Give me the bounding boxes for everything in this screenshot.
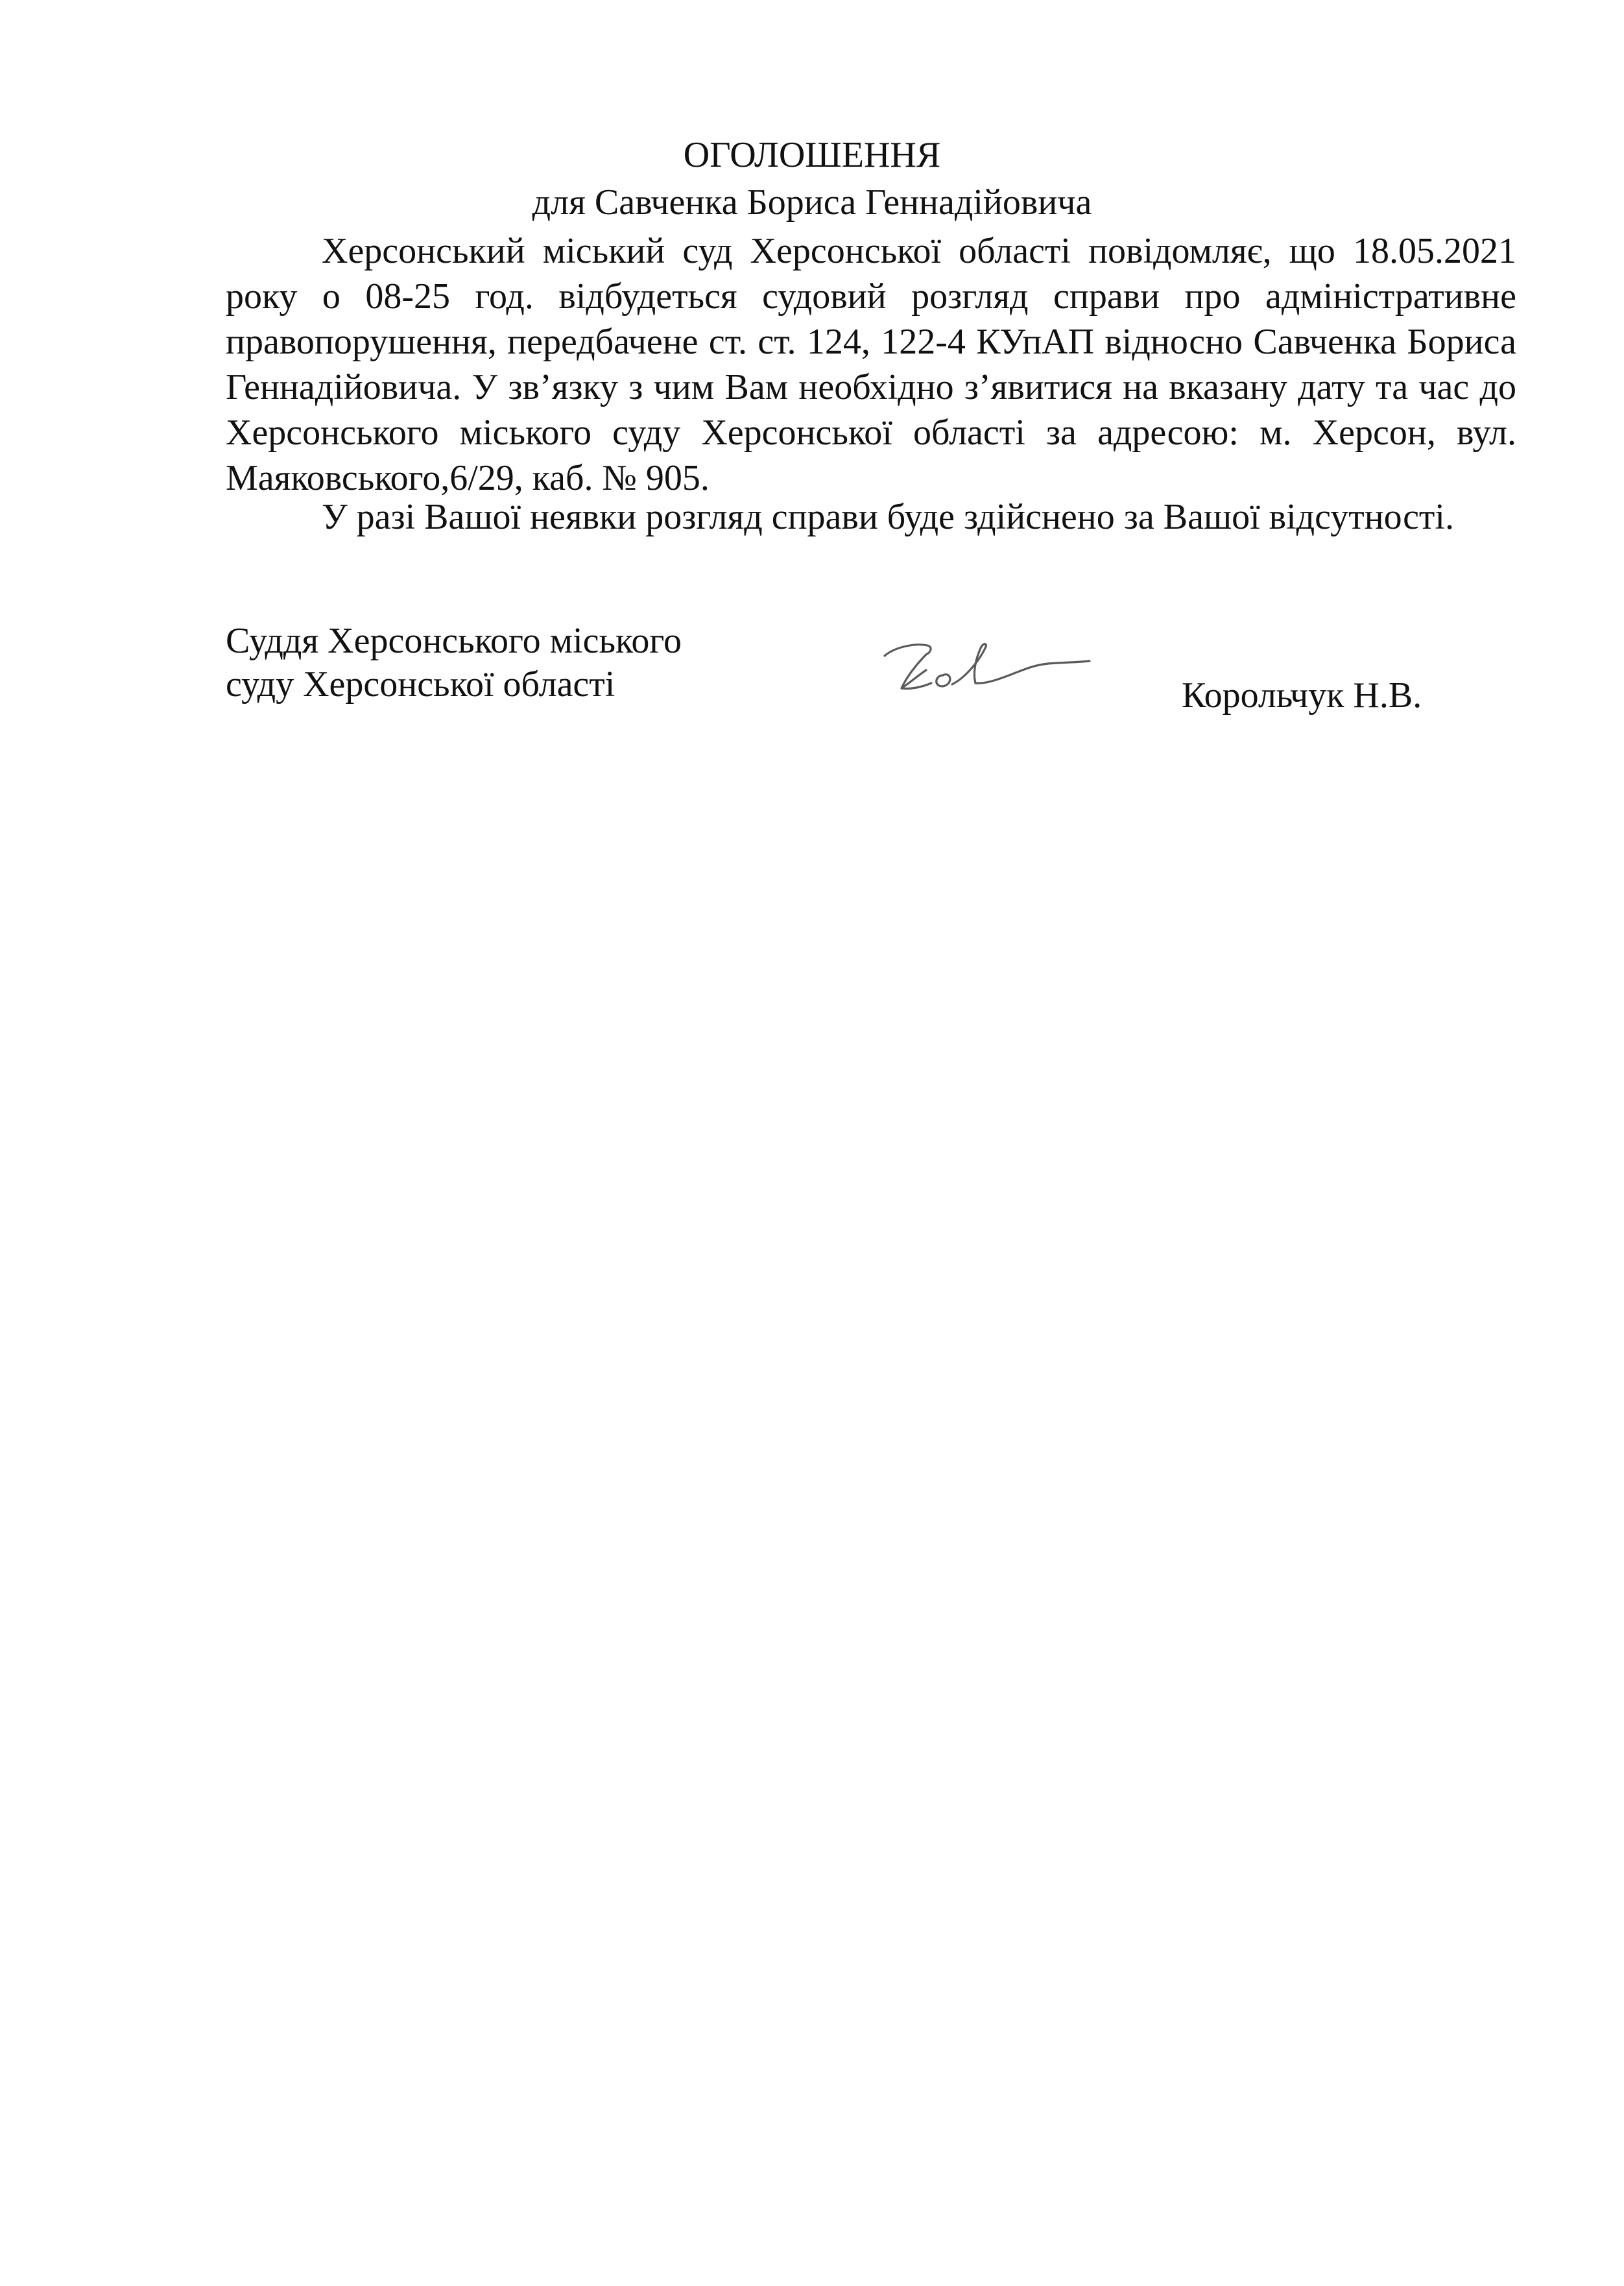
absence-warning-paragraph: У разі Вашої неявки розгляд справи буде здійснено за Вашої відсутності. — [322, 497, 1454, 537]
judge-position-line-1: Суддя Херсонського міського — [226, 621, 682, 661]
judge-name: Корольчук Н.В. — [1182, 675, 1422, 716]
document-title: ОГОЛОШЕННЯ — [683, 135, 941, 175]
document-addressee: для Савченка Бориса Геннадійовича — [532, 182, 1092, 223]
signature-stroke-6 — [975, 661, 1090, 683]
signature-stroke-2 — [902, 655, 926, 688]
signature-stroke-1 — [885, 645, 931, 656]
signature-stroke-4 — [937, 675, 950, 686]
signature-stroke-5 — [952, 644, 986, 684]
signature-icon — [876, 632, 1096, 704]
judge-position-line-2: суду Херсонської області — [226, 664, 615, 704]
notice-paragraph: Херсонський міський суд Херсонської області повідомляє, що 18.05.2021 року о 08-25 год. відбудеться судовий розгляд справи про адміністративне правопорушення, передбачене ст. ст. 124, 122-4 КУпАП відносно Савченка Бориса Геннадійовича. У зв’язку з чим Вам необхідно з’явитися на вказану дату та час до Херсонського міського суду Херсонської області за адресою: м. Херсон, вул. Маяковського,6/29, каб. № 905. — [226, 231, 1516, 498]
